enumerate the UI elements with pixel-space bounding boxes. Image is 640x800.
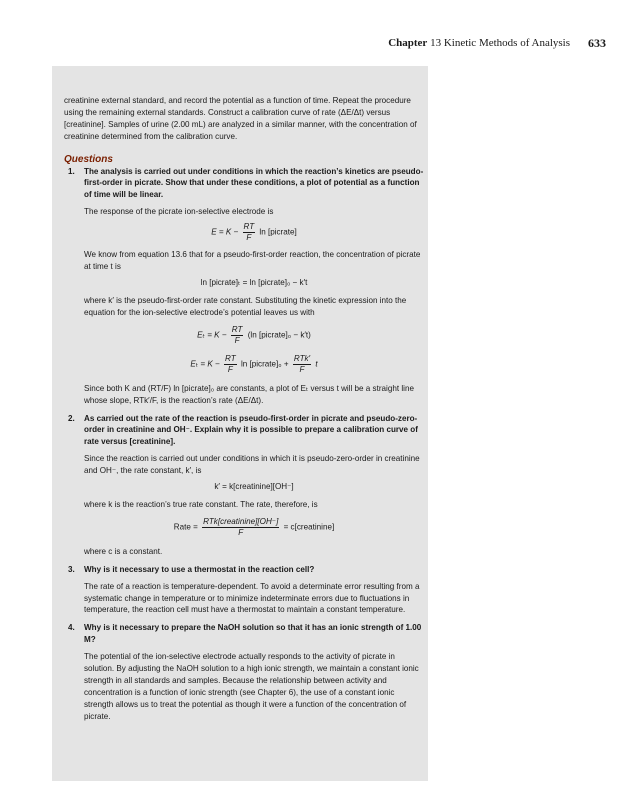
answer-text: Since the reaction is carried out under conditions in which it is pseudo-zero-order in creatinine and OH⁻, the rate constant, k′, is <box>84 454 420 476</box>
equation-linear <box>84 354 424 375</box>
question-number: 2. <box>68 413 75 423</box>
eq-full: k′ = k[creatinine][OH⁻] <box>214 482 294 492</box>
eq-rhs: t <box>315 359 318 369</box>
eq-rhs: (ln [picrate]₀ − k′t) <box>247 330 311 340</box>
answer-text: where c is a constant. <box>84 546 163 556</box>
answer-text: The potential of the ion-selective electrode actually responds to the activity of picrate in solution. By adjusting the NaOH solution to a high ionic strength, we maintain a constant ionic strength in all standards and samples. Because the relationship between activity and concentration is a function of ionic strength (see Chapter 6), the use of a constant ionic strength allows us to treat the potential as though it were a function of the concentration of picrate. <box>84 652 419 721</box>
fraction-numerator: RT <box>243 222 255 232</box>
question-4 <box>64 622 424 722</box>
fraction <box>224 354 237 375</box>
equation-electrode-response <box>84 222 424 243</box>
box-content <box>64 95 424 729</box>
eq-lhs: Rate = <box>173 522 198 532</box>
chapter-label: Chapter <box>388 37 428 49</box>
fraction-denominator: F <box>246 233 252 243</box>
eq-full: ln [picrate]ₜ = ln [picrate]₀ − k′t <box>200 277 308 287</box>
answer-text: Since both K and (RT/F) ln [picrate]₀ are constants, a plot of Eₜ versus t will be a straight line whose slope, RTk′/F, is the reaction’s rate (ΔE/Δt). <box>84 383 414 405</box>
chapter-number: 13 <box>430 37 442 49</box>
question-text: As carried out the rate of the reaction is pseudo-first-order in picrate and pseudo-zero-order in creatinine and OH⁻. Explain why it is possible to prepare a calibration curve of rate versus [creatinine]. <box>84 413 418 447</box>
fraction <box>293 354 311 375</box>
fraction-numerator: RT <box>225 353 236 363</box>
equation-rate-constant <box>84 481 424 493</box>
question-number: 1. <box>68 166 75 176</box>
fraction-numerator: RT <box>231 324 243 334</box>
question-2 <box>64 413 424 558</box>
fraction-denominator: F <box>299 364 305 374</box>
answer-text: The rate of a reaction is temperature-dependent. To avoid a determinate error resulting from a systematic change in temperature or to minimize indeterminate errors due to fluctuations in temperature, the reaction cell must have a thermostat to maintain a constant temperature. <box>84 581 420 615</box>
page-header <box>0 37 640 53</box>
equation-rate <box>84 517 424 538</box>
intro-paragraph: creatinine external standard, and record the potential as a function of time. Repeat the procedure using the remaining external standards. Construct a calibration curve of rate (ΔE/Δt) versus [creatinine]. Samples of urine (2.00 mL) are analyzed in a similar manner, with the concentration of creatinine determined from the calibration curve. <box>64 96 417 141</box>
equation-first-order <box>84 277 424 289</box>
question-number: 3. <box>68 564 75 574</box>
eq-lhs: Eₜ = K − <box>190 359 220 369</box>
question-text: Why is it necessary to use a thermostat in the reaction cell? <box>84 564 315 574</box>
running-head <box>388 37 570 49</box>
fraction-denominator: F <box>234 335 240 345</box>
fraction <box>243 222 256 243</box>
question-3 <box>64 564 424 617</box>
question-number: 4. <box>68 623 75 633</box>
equation-substituted <box>84 325 424 346</box>
fraction-denominator: F <box>227 364 233 374</box>
answer-text: We know from equation 13.6 that for a pseudo-first-order reaction, the concentration of picrate at time t is <box>84 250 421 272</box>
fraction <box>231 325 244 346</box>
fraction-denominator: F <box>238 527 244 537</box>
questions-heading: Questions <box>64 153 113 165</box>
chapter-title: Kinetic Methods of Analysis <box>443 37 570 49</box>
eq-middle: ln [picrate]₀ + <box>240 359 289 369</box>
answer-text: where k is the reaction’s true rate constant. The rate, therefore, is <box>84 499 318 509</box>
eq-lhs: Eₜ = K − <box>197 330 227 340</box>
answer-text: where k′ is the pseudo-first-order rate constant. Substituting the kinetic expression into the equation for the ion-selective electrode’s potential leaves us with <box>84 295 407 317</box>
eq-lhs: E = K − <box>211 227 239 237</box>
question-text: Why is it necessary to prepare the NaOH solution so that it has an ionic strength of 1.00 M? <box>84 623 422 645</box>
eq-rhs: ln [picrate] <box>259 227 297 237</box>
question-text: The analysis is carried out under conditions in which the reaction’s kinetics are pseudo-first-order in picrate. Show that under these conditions, a plot of potential as a function of time will be linear. <box>84 166 424 200</box>
eq-rhs: = c[creatinine] <box>283 522 335 532</box>
page-number: 633 <box>588 36 606 50</box>
fraction-numerator: RTk′ <box>293 353 311 363</box>
fraction <box>202 517 279 538</box>
fraction-numerator: RTk[creatinine][OH⁻] <box>203 516 279 526</box>
answer-text: The response of the picrate ion-selective electrode is <box>84 207 274 217</box>
question-1 <box>64 166 424 407</box>
